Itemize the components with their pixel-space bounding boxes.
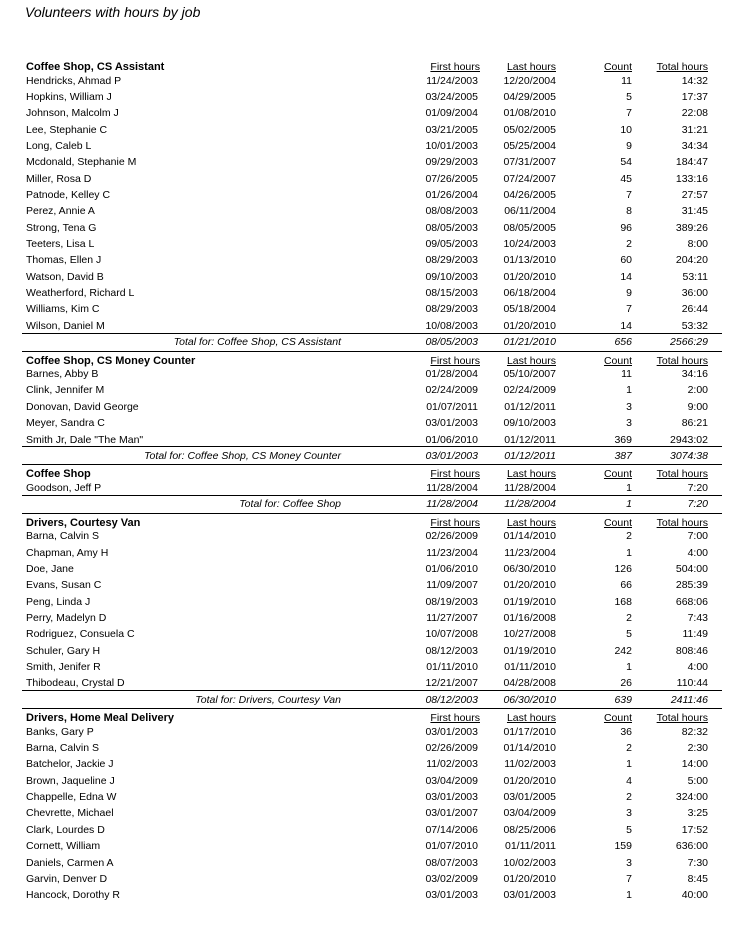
hours-count: 9 (626, 287, 632, 300)
group-total-first: 11/28/2004 (426, 498, 478, 511)
hours-count: 242 (614, 644, 632, 657)
group-total-first: 03/01/2003 (425, 449, 478, 462)
hours-count: 8 (626, 205, 632, 218)
total-hours: 31:21 (681, 123, 708, 136)
column-header-total: Total hours (656, 354, 708, 367)
column-header-total: Total hours (656, 61, 708, 73)
volunteer-name: Cornett, William (26, 840, 101, 853)
first-hours-date: 03/01/2003 (425, 791, 478, 804)
total-hours: 9:00 (687, 400, 708, 413)
volunteer-name: Thomas, Ellen J (26, 254, 102, 267)
group-total-last: 11/28/2004 (504, 498, 556, 511)
last-hours-date: 01/19/2010 (503, 595, 556, 608)
volunteer-name: Barna, Calvin S (26, 530, 99, 543)
group-total-hours: 2566:29 (670, 336, 708, 349)
group-total-rule (22, 446, 722, 447)
last-hours-date: 11/23/2004 (504, 546, 556, 559)
volunteer-name: Hopkins, William J (26, 90, 112, 103)
volunteer-name: Chevrette, Michael (26, 807, 114, 820)
last-hours-date: 04/28/2008 (503, 677, 556, 690)
total-hours: 204:20 (675, 254, 708, 267)
last-hours-date: 06/18/2004 (503, 287, 556, 300)
group-total-rule (22, 495, 722, 496)
last-hours-date: 10/02/2003 (503, 856, 556, 869)
first-hours-date: 11/24/2003 (426, 74, 478, 87)
group-total-rule (22, 690, 722, 691)
total-hours: 17:52 (681, 823, 708, 836)
last-hours-date: 10/27/2008 (503, 628, 556, 641)
job-group-title: Coffee Shop, CS Money Counter (26, 354, 196, 367)
volunteer-name: Doe, Jane (26, 562, 74, 575)
volunteer-name: Thibodeau, Crystal D (26, 677, 125, 690)
column-header-first: First hours (430, 61, 480, 73)
first-hours-date: 09/05/2003 (425, 238, 478, 250)
total-hours: 4:00 (687, 546, 708, 559)
total-hours: 389:26 (675, 221, 708, 234)
first-hours-date: 11/02/2003 (426, 758, 478, 771)
column-header-last: Last hours (506, 468, 556, 481)
hours-count: 159 (614, 840, 632, 853)
hours-count: 2 (626, 530, 632, 543)
hours-count: 2 (626, 742, 632, 755)
hours-count: 1 (626, 661, 632, 673)
group-total-count: 1 (626, 498, 632, 511)
last-hours-date: 03/01/2005 (503, 791, 556, 804)
total-hours: 504:00 (675, 562, 708, 575)
volunteer-name: Barna, Calvin S (26, 742, 99, 755)
group-total-last: 01/21/2010 (503, 336, 556, 349)
group-total-label: Total for: Coffee Shop, CS Money Counter (144, 449, 341, 462)
hours-count: 7 (626, 872, 632, 885)
hours-count: 3 (626, 807, 632, 820)
total-hours: 27:57 (681, 188, 708, 201)
column-header-count: Count (603, 468, 632, 481)
first-hours-date: 03/01/2003 (425, 889, 478, 902)
last-hours-date: 10/24/2003 (503, 238, 556, 250)
total-hours: 324:00 (675, 791, 708, 804)
hours-count: 369 (614, 433, 632, 446)
last-hours-date: 03/01/2003 (503, 889, 556, 902)
last-hours-date: 02/24/2009 (503, 384, 556, 397)
last-hours-date: 08/05/2005 (503, 221, 556, 234)
first-hours-date: 03/04/2009 (425, 774, 478, 787)
total-hours: 82:32 (681, 725, 708, 738)
first-hours-date: 03/24/2005 (425, 90, 478, 103)
first-hours-date: 10/01/2003 (425, 139, 478, 152)
last-hours-date: 04/26/2005 (503, 188, 556, 201)
hours-count: 10 (620, 123, 632, 136)
first-hours-date: 03/01/2003 (425, 725, 478, 738)
total-hours: 34:34 (681, 139, 708, 152)
volunteer-name: Miller, Rosa D (26, 172, 92, 185)
hours-count: 1 (626, 481, 632, 494)
first-hours-date: 03/01/2003 (425, 417, 478, 430)
last-hours-date: 05/25/2004 (503, 139, 556, 152)
group-total-count: 387 (614, 449, 632, 462)
hours-count: 1 (626, 546, 632, 559)
last-hours-date: 06/11/2004 (504, 205, 556, 218)
column-header-first: First hours (430, 468, 480, 481)
first-hours-date: 08/08/2003 (425, 205, 478, 218)
first-hours-date: 07/26/2005 (425, 172, 478, 185)
first-hours-date: 11/28/2004 (426, 481, 478, 494)
last-hours-date: 01/20/2010 (503, 774, 556, 787)
volunteer-name: Patnode, Kelley C (26, 188, 111, 201)
last-hours-date: 01/20/2010 (503, 270, 556, 283)
job-group-title: Drivers, Courtesy Van (26, 516, 141, 529)
first-hours-date: 11/09/2007 (426, 579, 478, 592)
total-hours: 14:00 (681, 758, 708, 771)
last-hours-date: 05/10/2007 (503, 368, 556, 381)
first-hours-date: 01/06/2010 (425, 562, 478, 575)
column-header-count: Count (603, 61, 632, 73)
group-total-label: Total for: Drivers, Courtesy Van (195, 693, 341, 706)
hours-count: 4 (626, 774, 632, 787)
last-hours-date: 01/20/2010 (503, 872, 556, 885)
column-header-count: Count (603, 712, 632, 725)
group-total-count: 639 (614, 693, 632, 706)
first-hours-date: 01/28/2004 (425, 368, 478, 381)
hours-count: 14 (620, 319, 632, 332)
hours-count: 7 (626, 107, 632, 120)
last-hours-date: 01/20/2010 (503, 579, 556, 592)
hours-count: 54 (620, 156, 632, 169)
first-hours-date: 12/21/2007 (425, 677, 478, 690)
column-header-count: Count (603, 354, 632, 367)
volunteer-name: Clark, Lourdes D (26, 823, 105, 836)
volunteer-name: Weatherford, Richard L (26, 287, 135, 300)
total-hours: 110:44 (676, 677, 708, 690)
column-header-total: Total hours (656, 516, 708, 529)
hours-count: 5 (626, 823, 632, 836)
group-total-first: 08/05/2003 (425, 336, 478, 349)
hours-count: 60 (620, 254, 632, 267)
first-hours-date: 08/12/2003 (425, 644, 478, 657)
total-hours: 7:00 (687, 530, 708, 543)
hours-count: 5 (626, 628, 632, 641)
total-hours: 668:06 (675, 595, 708, 608)
total-hours: 17:37 (681, 90, 708, 103)
hours-count: 96 (620, 221, 632, 234)
last-hours-date: 05/02/2005 (503, 123, 556, 136)
volunteer-name: Wilson, Daniel M (26, 319, 105, 332)
group-total-hours: 3074:38 (670, 449, 708, 462)
volunteer-name: Donovan, David George (26, 400, 139, 413)
volunteer-name: Long, Caleb L (26, 139, 92, 152)
total-hours: 8:45 (687, 872, 708, 885)
last-hours-date: 01/17/2010 (503, 725, 556, 738)
last-hours-date: 06/30/2010 (503, 562, 556, 575)
last-hours-date: 09/10/2003 (503, 417, 556, 430)
volunteer-name: Peng, Linda J (26, 595, 91, 608)
job-group-title: Coffee Shop, CS Assistant (26, 61, 165, 73)
group-separator-rule (22, 708, 722, 709)
first-hours-date: 08/29/2003 (425, 303, 478, 316)
last-hours-date: 01/20/2010 (503, 319, 556, 332)
first-hours-date: 08/07/2003 (425, 856, 478, 869)
volunteer-name: Williams, Kim C (26, 303, 100, 316)
group-total-last: 06/30/2010 (503, 693, 556, 706)
volunteer-name: Teeters, Lisa L (26, 238, 95, 250)
last-hours-date: 01/11/2011 (505, 840, 556, 853)
total-hours: 22:08 (681, 107, 708, 120)
total-hours: 7:43 (687, 611, 708, 624)
last-hours-date: 01/11/2010 (504, 661, 556, 673)
hours-count: 1 (626, 384, 632, 397)
volunteer-name: Batchelor, Jackie J (26, 758, 114, 771)
column-header-last: Last hours (506, 354, 556, 367)
last-hours-date: 01/12/2011 (504, 400, 556, 413)
column-header-first: First hours (430, 712, 480, 725)
first-hours-date: 03/21/2005 (425, 123, 478, 136)
group-total-count: 656 (614, 336, 632, 349)
first-hours-date: 08/15/2003 (425, 287, 478, 300)
volunteer-name: Daniels, Carmen A (26, 856, 114, 869)
last-hours-date: 07/31/2007 (503, 156, 556, 169)
last-hours-date: 04/29/2005 (503, 90, 556, 103)
first-hours-date: 08/05/2003 (425, 221, 478, 234)
group-separator-rule (22, 513, 722, 514)
last-hours-date: 05/18/2004 (503, 303, 556, 316)
hours-count: 14 (620, 270, 632, 283)
volunteer-name: Evans, Susan C (26, 579, 102, 592)
last-hours-date: 12/20/2004 (503, 74, 556, 87)
column-header-total: Total hours (656, 468, 708, 481)
first-hours-date: 03/02/2009 (425, 872, 478, 885)
volunteer-name: Hancock, Dorothy R (26, 889, 120, 902)
total-hours: 285:39 (675, 579, 708, 592)
total-hours: 2:00 (687, 384, 708, 397)
volunteer-name: Garvin, Denver D (26, 872, 108, 885)
first-hours-date: 02/24/2009 (425, 384, 478, 397)
volunteer-name: Perry, Madelyn D (26, 611, 107, 624)
volunteer-name: Brown, Jaqueline J (26, 774, 115, 787)
last-hours-date: 01/19/2010 (503, 644, 556, 657)
hours-count: 126 (614, 562, 632, 575)
volunteer-name: Barnes, Abby B (26, 368, 99, 381)
first-hours-date: 08/19/2003 (425, 595, 478, 608)
first-hours-date: 09/29/2003 (425, 156, 478, 169)
hours-count: 2 (626, 611, 632, 624)
first-hours-date: 07/14/2006 (425, 823, 478, 836)
first-hours-date: 09/10/2003 (425, 270, 478, 283)
job-group-title: Drivers, Home Meal Delivery (26, 712, 174, 725)
column-header-first: First hours (430, 354, 480, 367)
volunteer-name: Johnson, Malcolm J (26, 107, 119, 120)
group-separator-rule (22, 351, 722, 352)
volunteer-name: Schuler, Gary H (26, 644, 101, 657)
first-hours-date: 01/11/2010 (426, 661, 478, 673)
volunteer-name: Lee, Stephanie C (26, 123, 108, 136)
first-hours-date: 01/09/2004 (425, 107, 478, 120)
last-hours-date: 01/08/2010 (503, 107, 556, 120)
total-hours: 34:16 (681, 368, 708, 381)
volunteer-name: Rodriguez, Consuela C (26, 628, 135, 641)
total-hours: 14:32 (681, 74, 708, 87)
volunteer-name: Goodson, Jeff P (26, 481, 102, 494)
column-header-last: Last hours (506, 516, 556, 529)
group-separator-rule (22, 464, 722, 465)
first-hours-date: 01/07/2011 (426, 400, 478, 413)
first-hours-date: 03/01/2007 (425, 807, 478, 820)
first-hours-date: 08/29/2003 (425, 254, 478, 267)
group-total-label: Total for: Coffee Shop (239, 498, 341, 511)
hours-count: 7 (626, 188, 632, 201)
hours-count: 26 (620, 677, 632, 690)
hours-count: 3 (626, 856, 632, 869)
hours-count: 5 (626, 90, 632, 103)
total-hours: 5:00 (687, 774, 708, 787)
total-hours: 26:44 (681, 303, 708, 316)
total-hours: 2:30 (687, 742, 708, 755)
total-hours: 636:00 (675, 840, 708, 853)
hours-count: 66 (620, 579, 632, 592)
column-header-count: Count (603, 516, 632, 529)
group-total-label: Total for: Coffee Shop, CS Assistant (173, 336, 341, 349)
total-hours: 7:20 (687, 481, 708, 494)
hours-count: 3 (626, 417, 632, 430)
volunteer-name: Banks, Gary P (26, 725, 94, 738)
total-hours: 4:00 (687, 661, 708, 673)
group-total-rule (22, 333, 722, 334)
volunteer-name: Mcdonald, Stephanie M (26, 156, 137, 169)
hours-count: 11 (621, 368, 632, 381)
total-hours: 86:21 (681, 417, 708, 430)
total-hours: 40:00 (681, 889, 708, 902)
last-hours-date: 07/24/2007 (503, 172, 556, 185)
volunteer-name: Chappelle, Edna W (26, 791, 117, 804)
volunteer-name: Hendricks, Ahmad P (26, 74, 122, 87)
last-hours-date: 01/14/2010 (503, 742, 556, 755)
total-hours: 133:16 (675, 172, 708, 185)
first-hours-date: 10/08/2003 (425, 319, 478, 332)
column-header-total: Total hours (656, 712, 708, 725)
last-hours-date: 01/14/2010 (503, 530, 556, 543)
first-hours-date: 11/27/2007 (426, 611, 478, 624)
last-hours-date: 08/25/2006 (503, 823, 556, 836)
hours-count: 1 (626, 758, 632, 771)
last-hours-date: 01/16/2008 (503, 611, 556, 624)
total-hours: 808:46 (675, 644, 708, 657)
hours-count: 7 (626, 303, 632, 316)
column-header-first: First hours (430, 516, 480, 529)
volunteer-name: Clink, Jennifer M (26, 384, 105, 397)
first-hours-date: 02/26/2009 (425, 742, 478, 755)
last-hours-date: 01/12/2011 (504, 433, 556, 446)
report-title: Volunteers with hours by job (25, 4, 201, 20)
volunteer-name: Meyer, Sandra C (26, 417, 105, 430)
job-group-title: Coffee Shop (26, 468, 91, 481)
total-hours: 8:00 (687, 238, 708, 250)
volunteer-name: Smith, Jenifer R (26, 661, 101, 673)
group-total-last: 01/12/2011 (504, 449, 556, 462)
last-hours-date: 01/13/2010 (503, 254, 556, 267)
total-hours: 2943:02 (670, 433, 708, 446)
total-hours: 11:49 (682, 628, 708, 641)
group-total-hours: 2411:46 (670, 693, 708, 706)
first-hours-date: 01/26/2004 (425, 188, 478, 201)
column-header-last: Last hours (506, 712, 556, 725)
first-hours-date: 11/23/2004 (426, 546, 478, 559)
group-total-hours: 7:20 (687, 498, 708, 511)
hours-count: 2 (626, 238, 632, 250)
volunteer-name: Chapman, Amy H (26, 546, 109, 559)
total-hours: 53:32 (681, 319, 708, 332)
total-hours: 53:11 (682, 270, 708, 283)
hours-count: 1 (626, 889, 632, 902)
first-hours-date: 01/06/2010 (425, 433, 478, 446)
total-hours: 184:47 (675, 156, 708, 169)
total-hours: 36:00 (681, 287, 708, 300)
volunteer-name: Watson, David B (26, 270, 104, 283)
hours-count: 9 (626, 139, 632, 152)
hours-count: 3 (626, 400, 632, 413)
total-hours: 3:25 (687, 807, 708, 820)
first-hours-date: 01/07/2010 (425, 840, 478, 853)
last-hours-date: 11/28/2004 (504, 481, 556, 494)
hours-count: 168 (614, 595, 632, 608)
column-header-last: Last hours (506, 61, 556, 73)
hours-count: 11 (621, 74, 632, 87)
volunteer-name: Smith Jr, Dale "The Man" (26, 433, 144, 446)
last-hours-date: 11/02/2003 (504, 758, 556, 771)
volunteer-name: Strong, Tena G (26, 221, 97, 234)
hours-count: 45 (620, 172, 632, 185)
last-hours-date: 03/04/2009 (503, 807, 556, 820)
group-total-first: 08/12/2003 (425, 693, 478, 706)
total-hours: 7:30 (687, 856, 708, 869)
volunteer-name: Perez, Annie A (26, 205, 95, 218)
first-hours-date: 10/07/2008 (425, 628, 478, 641)
hours-count: 2 (626, 791, 632, 804)
total-hours: 31:45 (681, 205, 708, 218)
first-hours-date: 02/26/2009 (425, 530, 478, 543)
hours-count: 36 (620, 725, 632, 738)
